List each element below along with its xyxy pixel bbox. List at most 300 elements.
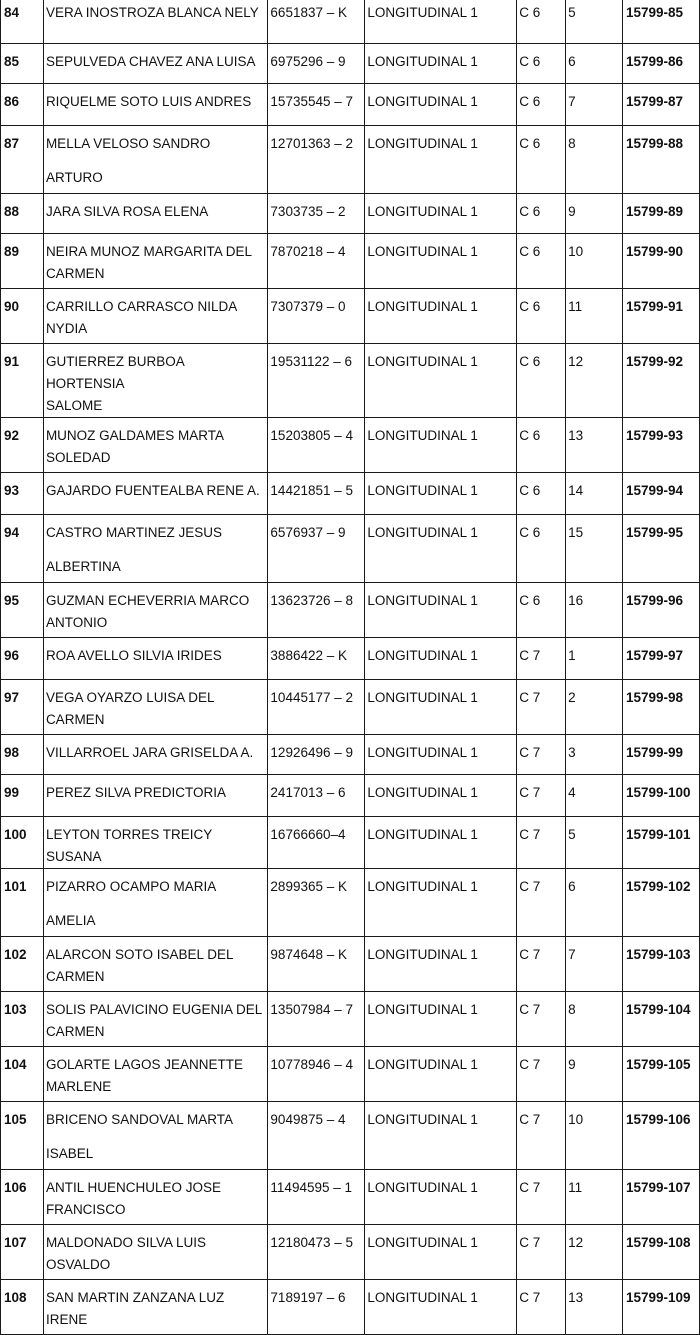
zone-value: C 7	[519, 1057, 541, 1072]
table-row	[1, 992, 700, 1047]
name-line-2: SALOME	[45, 398, 103, 413]
row-number-value: 106	[4, 1180, 27, 1195]
row-number-value: 99	[4, 785, 20, 800]
order-cell	[566, 937, 623, 992]
rut-value: 12701363 – 2	[270, 136, 354, 151]
order-value: 11	[568, 299, 583, 314]
name-line-1: PEREZ SILVA PREDICTORIA	[45, 785, 226, 800]
zone-cell	[517, 937, 566, 992]
row-number-value: 90	[4, 299, 20, 314]
row-number-cell	[1, 234, 44, 289]
name-line-1: CARRILLO CARRASCO NILDA	[45, 299, 238, 314]
zone-value: C 7	[519, 947, 541, 962]
code-value: 15799-97	[625, 648, 684, 663]
order-cell	[566, 1280, 623, 1335]
row-number-cell	[1, 1102, 44, 1170]
zone-value: C 7	[519, 1002, 541, 1017]
order-value: 3	[568, 745, 576, 760]
name-line-1: CASTRO MARTINEZ JESUS	[45, 525, 222, 540]
order-cell	[566, 638, 623, 680]
row-number-value: 104	[4, 1057, 27, 1072]
code-cell	[622, 473, 699, 515]
code-cell	[622, 289, 699, 344]
table-row	[1, 84, 700, 126]
name-line-1: PIZARRO OCAMPO MARIA	[45, 879, 217, 894]
zone-value: C 7	[519, 648, 541, 663]
rut-value: 7189197 – 6	[270, 1290, 346, 1305]
name-cell	[43, 1102, 267, 1170]
order-cell	[566, 1102, 623, 1170]
table-row	[1, 0, 700, 44]
rut-cell	[268, 234, 365, 289]
table-row	[1, 775, 700, 817]
order-cell	[566, 817, 623, 869]
table-row	[1, 1225, 700, 1280]
name-cell	[43, 1280, 267, 1335]
route-value: LONGITUDINAL 1	[367, 648, 478, 663]
zone-cell	[517, 515, 566, 583]
rut-value: 19531122 – 6	[270, 354, 353, 369]
row-number-cell	[1, 638, 44, 680]
route-cell	[365, 515, 517, 583]
row-number-cell	[1, 473, 44, 515]
code-cell	[622, 869, 699, 937]
name-line-1: RIQUELME SOTO LUIS ANDRES	[45, 94, 252, 109]
rut-cell	[268, 775, 365, 817]
code-value: 15799-109	[625, 1290, 691, 1305]
zone-value: C 6	[519, 136, 541, 151]
code-value: 15799-108	[625, 1235, 691, 1250]
row-number-value: 87	[4, 136, 20, 151]
row-number-cell	[1, 680, 44, 735]
code-value: 15799-89	[625, 204, 684, 219]
rut-cell	[268, 583, 365, 638]
rut-cell	[268, 515, 365, 583]
name-line-2: AMELIA	[45, 913, 96, 928]
code-value: 15799-104	[625, 1002, 691, 1017]
order-value: 8	[568, 1002, 576, 1017]
table-row	[1, 735, 700, 775]
table-row	[1, 344, 700, 418]
name-cell	[43, 869, 267, 937]
rut-cell	[268, 289, 365, 344]
order-cell	[566, 869, 623, 937]
order-cell	[566, 1225, 623, 1280]
code-value: 15799-90	[625, 244, 684, 259]
table-row	[1, 234, 700, 289]
zone-value: C 7	[519, 785, 541, 800]
order-value: 7	[568, 947, 576, 962]
row-number-value: 96	[4, 648, 20, 663]
route-cell	[365, 638, 517, 680]
zone-cell	[517, 0, 566, 44]
rut-cell	[268, 1047, 365, 1102]
rut-cell	[268, 84, 365, 126]
order-value: 6	[568, 879, 576, 894]
route-value: LONGITUDINAL 1	[367, 1180, 478, 1195]
zone-value: C 7	[519, 1180, 541, 1195]
name-line-1: MALDONADO SILVA LUIS	[45, 1235, 206, 1250]
name-line-1: GOLARTE LAGOS JEANNETTE	[45, 1057, 243, 1072]
table-row	[1, 126, 700, 194]
route-value: LONGITUDINAL 1	[367, 785, 478, 800]
code-value: 15799-94	[625, 483, 684, 498]
route-value: LONGITUDINAL 1	[367, 204, 478, 219]
route-cell	[365, 1170, 517, 1225]
row-number-value: 98	[4, 745, 20, 760]
code-value: 15799-100	[625, 785, 691, 800]
zone-cell	[517, 775, 566, 817]
table-row	[1, 583, 700, 638]
rut-value: 13507984 – 7	[270, 1002, 354, 1017]
row-number-cell	[1, 84, 44, 126]
route-cell	[365, 344, 517, 418]
name-line-1: NEIRA MUNOZ MARGARITA DEL	[45, 244, 252, 259]
order-value: 4	[568, 785, 576, 800]
zone-cell	[517, 418, 566, 473]
order-value: 15	[568, 525, 584, 540]
rut-value: 15735545 – 7	[270, 94, 354, 109]
name-cell	[43, 992, 267, 1047]
row-number-cell	[1, 1170, 44, 1225]
zone-cell	[517, 1047, 566, 1102]
code-value: 15799-98	[625, 690, 684, 705]
order-value: 12	[568, 354, 584, 369]
row-number-cell	[1, 1225, 44, 1280]
name-line-2: NYDIA	[45, 321, 88, 336]
zone-cell	[517, 817, 566, 869]
row-number-cell	[1, 194, 44, 234]
zone-cell	[517, 194, 566, 234]
code-value: 15799-106	[625, 1112, 691, 1127]
row-number-cell	[1, 289, 44, 344]
code-cell	[622, 638, 699, 680]
rut-cell	[268, 869, 365, 937]
order-cell	[566, 289, 623, 344]
code-value: 15799-96	[625, 593, 684, 608]
zone-value: C 6	[519, 525, 541, 540]
route-cell	[365, 84, 517, 126]
route-cell	[365, 817, 517, 869]
zone-value: C 7	[519, 1235, 541, 1250]
order-cell	[566, 515, 623, 583]
route-cell	[365, 473, 517, 515]
rut-cell	[268, 473, 365, 515]
order-cell	[566, 84, 623, 126]
zone-cell	[517, 1280, 566, 1335]
row-number-value: 88	[4, 204, 20, 219]
code-cell	[622, 1170, 699, 1225]
order-value: 2	[568, 690, 576, 705]
route-value: LONGITUDINAL 1	[367, 745, 478, 760]
order-cell	[566, 418, 623, 473]
route-value: LONGITUDINAL 1	[367, 1290, 478, 1305]
table-row	[1, 638, 700, 680]
order-value: 5	[568, 827, 576, 842]
name-line-1: LEYTON TORRES TREICY SUSANA	[45, 827, 212, 864]
name-line-1: ANTIL HUENCHULEO JOSE	[45, 1180, 221, 1195]
zone-cell	[517, 473, 566, 515]
order-value: 13	[568, 1290, 584, 1305]
name-cell	[43, 234, 267, 289]
code-value: 15799-86	[625, 54, 684, 69]
name-line-2: CARMEN	[45, 969, 105, 984]
order-cell	[566, 344, 623, 418]
rut-value: 14421851 – 5	[270, 483, 354, 498]
order-value: 9	[568, 1057, 576, 1072]
name-cell	[43, 1225, 267, 1280]
code-value: 15799-93	[625, 428, 684, 443]
route-cell	[365, 735, 517, 775]
rut-value: 9049875 – 4	[270, 1112, 346, 1127]
zone-cell	[517, 1102, 566, 1170]
code-cell	[622, 583, 699, 638]
route-value: LONGITUDINAL 1	[367, 827, 478, 842]
row-number-value: 84	[4, 5, 20, 20]
order-value: 14	[568, 483, 584, 498]
zone-cell	[517, 680, 566, 735]
row-number-value: 89	[4, 244, 20, 259]
zone-value: C 6	[519, 94, 541, 109]
route-cell	[365, 234, 517, 289]
rut-cell	[268, 1225, 365, 1280]
code-value: 15799-107	[625, 1180, 691, 1195]
rut-value: 2899365 – K	[270, 879, 347, 894]
zone-cell	[517, 344, 566, 418]
zone-cell	[517, 1170, 566, 1225]
code-cell	[622, 44, 699, 84]
route-value: LONGITUDINAL 1	[367, 1235, 478, 1250]
rut-cell	[268, 680, 365, 735]
row-number-cell	[1, 515, 44, 583]
order-value: 5	[568, 5, 576, 20]
code-value: 15799-85	[625, 5, 684, 20]
code-value: 15799-92	[625, 354, 684, 369]
rut-value: 16766660–4	[270, 827, 346, 842]
route-value: LONGITUDINAL 1	[367, 1057, 478, 1072]
name-line-1: VERA INOSTROZA BLANCA NELY	[45, 5, 259, 20]
order-value: 6	[568, 54, 576, 69]
name-cell	[43, 44, 267, 84]
route-value: LONGITUDINAL 1	[367, 525, 478, 540]
name-line-1: ALARCON SOTO ISABEL DEL	[45, 947, 234, 962]
name-cell	[43, 680, 267, 735]
table-row	[1, 473, 700, 515]
zone-value: C 7	[519, 745, 541, 760]
zone-value: C 7	[519, 690, 541, 705]
order-cell	[566, 0, 623, 44]
name-line-1: GUTIERREZ BURBOA HORTENSIA	[45, 354, 184, 391]
route-cell	[365, 583, 517, 638]
route-cell	[365, 1225, 517, 1280]
route-value: LONGITUDINAL 1	[367, 94, 478, 109]
rut-value: 15203805 – 4	[270, 428, 354, 443]
row-number-cell	[1, 583, 44, 638]
name-cell	[43, 84, 267, 126]
code-value: 15799-99	[625, 745, 684, 760]
zone-cell	[517, 869, 566, 937]
table-row	[1, 680, 700, 735]
zone-value: C 7	[519, 1112, 541, 1127]
row-number-value: 95	[4, 593, 20, 608]
name-line-1: SAN MARTIN ZANZANA LUZ	[45, 1290, 225, 1305]
code-cell	[622, 418, 699, 473]
name-cell	[43, 0, 267, 44]
route-value: LONGITUDINAL 1	[367, 5, 478, 20]
rut-value: 11494595 – 1	[270, 1180, 353, 1195]
name-line-1: SEPULVEDA CHAVEZ ANA LUISA	[45, 54, 256, 69]
zone-value: C 7	[519, 827, 541, 842]
code-cell	[622, 680, 699, 735]
route-cell	[365, 194, 517, 234]
name-line-2: ANTONIO	[45, 615, 108, 630]
rut-cell	[268, 344, 365, 418]
rut-value: 10445177 – 2	[270, 690, 354, 705]
code-cell	[622, 84, 699, 126]
row-number-cell	[1, 0, 44, 44]
route-cell	[365, 680, 517, 735]
order-cell	[566, 194, 623, 234]
order-value: 10	[568, 1112, 584, 1127]
zone-value: C 7	[519, 879, 541, 894]
name-cell	[43, 515, 267, 583]
rut-value: 7303735 – 2	[270, 204, 346, 219]
code-cell	[622, 937, 699, 992]
route-value: LONGITUDINAL 1	[367, 947, 478, 962]
name-line-1: SOLIS PALAVICINO EUGENIA DEL	[45, 1002, 263, 1017]
rut-cell	[268, 1170, 365, 1225]
route-value: LONGITUDINAL 1	[367, 1002, 478, 1017]
code-value: 15799-88	[625, 136, 684, 151]
name-cell	[43, 473, 267, 515]
row-number-value: 85	[4, 54, 20, 69]
zone-cell	[517, 234, 566, 289]
name-cell	[43, 937, 267, 992]
zone-cell	[517, 735, 566, 775]
zone-cell	[517, 84, 566, 126]
route-cell	[365, 992, 517, 1047]
order-value: 9	[568, 204, 576, 219]
row-number-value: 108	[4, 1290, 27, 1305]
row-number-value: 103	[4, 1002, 27, 1017]
code-cell	[622, 992, 699, 1047]
rut-cell	[268, 126, 365, 194]
name-line-1: BRICENO SANDOVAL MARTA	[45, 1112, 233, 1127]
name-line-2: ARTURO	[45, 170, 103, 185]
row-number-value: 97	[4, 690, 20, 705]
code-cell	[622, 1280, 699, 1335]
rut-value: 2417013 – 6	[270, 785, 346, 800]
code-value: 15799-87	[625, 94, 684, 109]
name-line-1: MELLA VELOSO SANDRO	[45, 136, 211, 151]
name-line-2: MARLENE	[45, 1079, 112, 1094]
name-cell	[43, 1047, 267, 1102]
route-cell	[365, 126, 517, 194]
rut-cell	[268, 735, 365, 775]
zone-value: C 6	[519, 299, 541, 314]
code-value: 15799-105	[625, 1057, 691, 1072]
code-cell	[622, 775, 699, 817]
zone-value: C 6	[519, 204, 541, 219]
code-value: 15799-91	[625, 299, 684, 314]
name-line-2: IRENE	[45, 1312, 88, 1327]
route-value: LONGITUDINAL 1	[367, 54, 478, 69]
table-row	[1, 1170, 700, 1225]
route-value: LONGITUDINAL 1	[367, 354, 478, 369]
name-line-2: CARMEN	[45, 266, 105, 281]
name-cell	[43, 289, 267, 344]
code-value: 15799-95	[625, 525, 684, 540]
order-cell	[566, 735, 623, 775]
route-value: LONGITUDINAL 1	[367, 299, 478, 314]
table-row	[1, 44, 700, 84]
zone-value: C 6	[519, 593, 541, 608]
row-number-value: 86	[4, 94, 20, 109]
table-row	[1, 1280, 700, 1335]
code-cell	[622, 1047, 699, 1102]
name-cell	[43, 344, 267, 418]
rut-value: 7307379 – 0	[270, 299, 346, 314]
order-cell	[566, 126, 623, 194]
rut-value: 6975296 – 9	[270, 54, 346, 69]
row-number-cell	[1, 817, 44, 869]
zone-cell	[517, 992, 566, 1047]
name-line-2: ISABEL	[45, 1146, 94, 1161]
row-number-cell	[1, 344, 44, 418]
route-cell	[365, 937, 517, 992]
table-row	[1, 194, 700, 234]
rut-value: 13623726 – 8	[270, 593, 354, 608]
table-row	[1, 869, 700, 937]
code-cell	[622, 817, 699, 869]
table-row	[1, 817, 700, 869]
name-line-1: GUZMAN ECHEVERRIA MARCO	[45, 593, 250, 608]
table-row	[1, 289, 700, 344]
name-line-1: VILLARROEL JARA GRISELDA A.	[45, 745, 254, 760]
name-cell	[43, 126, 267, 194]
row-number-value: 101	[4, 879, 27, 894]
code-cell	[622, 234, 699, 289]
rut-cell	[268, 418, 365, 473]
rut-value: 10778946 – 4	[270, 1057, 354, 1072]
name-cell	[43, 817, 267, 869]
order-cell	[566, 44, 623, 84]
route-cell	[365, 1047, 517, 1102]
zone-value: C 6	[519, 54, 541, 69]
rut-cell	[268, 0, 365, 44]
route-cell	[365, 418, 517, 473]
zone-value: C 6	[519, 483, 541, 498]
zone-cell	[517, 638, 566, 680]
route-cell	[365, 44, 517, 84]
order-cell	[566, 992, 623, 1047]
rut-value: 6576937 – 9	[270, 525, 346, 540]
rut-value: 12180473 – 5	[270, 1235, 354, 1250]
zone-value: C 6	[519, 428, 541, 443]
row-number-value: 91	[4, 354, 20, 369]
table-row	[1, 1047, 700, 1102]
name-cell	[43, 1170, 267, 1225]
row-number-value: 92	[4, 428, 20, 443]
table-row	[1, 418, 700, 473]
zone-value: C 6	[519, 354, 541, 369]
order-cell	[566, 680, 623, 735]
code-cell	[622, 1102, 699, 1170]
code-cell	[622, 344, 699, 418]
rut-value: 3886422 – K	[270, 648, 347, 663]
name-cell	[43, 638, 267, 680]
table-row	[1, 937, 700, 992]
